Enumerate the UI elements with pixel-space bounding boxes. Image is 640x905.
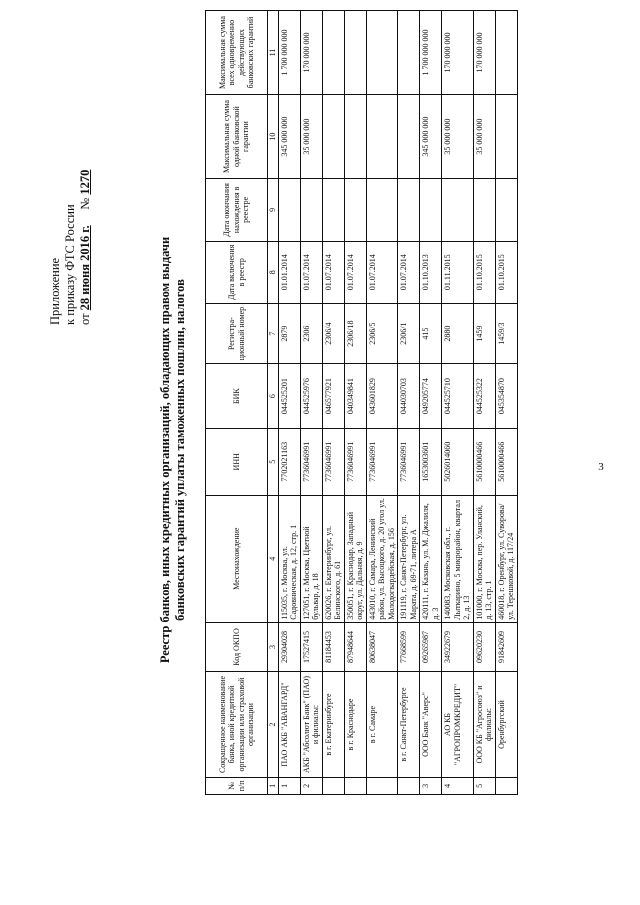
date-ended bbox=[420, 179, 442, 241]
max-single-guarantee bbox=[366, 95, 398, 179]
table-row bbox=[473, 11, 495, 795]
max-single-guarantee: 35 000 000 bbox=[473, 95, 495, 179]
date-included: 01.10.2015 bbox=[495, 241, 517, 303]
row-number bbox=[398, 777, 420, 794]
max-single-guarantee: 345 000 000 bbox=[420, 95, 442, 179]
reg-number: 2306/5 bbox=[366, 303, 398, 363]
date-ended bbox=[278, 179, 300, 241]
okpo-code: 34922679 bbox=[442, 622, 474, 672]
okpo-code: 17527415 bbox=[300, 622, 322, 672]
column-header: ИНН bbox=[206, 428, 268, 495]
reg-number: 2880 bbox=[442, 303, 474, 363]
date-included: 01.07.2014 bbox=[344, 241, 366, 303]
okpo-code: 29304028 bbox=[278, 622, 300, 672]
inn: 1653003601 bbox=[420, 428, 442, 495]
table-row bbox=[300, 11, 322, 795]
inn: 5610000466 bbox=[473, 428, 495, 495]
max-single-guarantee bbox=[495, 95, 517, 179]
max-total-guarantees: 1 700 000 000 bbox=[420, 11, 442, 95]
row-number bbox=[495, 777, 517, 794]
bik: 044525976 bbox=[300, 364, 322, 429]
address: 127051, г. Москва, Цветной бульвар, д. 18 bbox=[300, 495, 322, 622]
date-included: 01.07.2014 bbox=[398, 241, 420, 303]
okpo-code: 09620230 bbox=[473, 622, 495, 672]
inn: 7736046991 bbox=[322, 428, 344, 495]
page-number: 3 bbox=[598, 461, 604, 473]
column-number: 9 bbox=[268, 179, 279, 241]
bank-name: ПАО АКБ "АВАНГАРД" bbox=[278, 672, 300, 778]
document-title bbox=[158, 145, 188, 755]
column-header: Код ОКПО bbox=[206, 622, 268, 672]
max-total-guarantees bbox=[344, 11, 366, 95]
reg-number: 2306/4 bbox=[322, 303, 344, 363]
reg-number: 2306/18 bbox=[344, 303, 366, 363]
okpo-code: 77668599 bbox=[398, 622, 420, 672]
appendix-line-3 bbox=[78, 170, 93, 325]
max-single-guarantee bbox=[322, 95, 344, 179]
column-header: Максимальная сумма одной банковской гарантии bbox=[206, 95, 268, 179]
bank-name: ООО КБ "Агросоюз" и филиалы: bbox=[473, 672, 495, 778]
date-ended bbox=[442, 179, 474, 241]
column-number: 11 bbox=[268, 11, 279, 95]
max-total-guarantees bbox=[495, 11, 517, 95]
order-number-label: № bbox=[78, 197, 92, 210]
max-single-guarantee bbox=[398, 95, 420, 179]
bik: 043601829 bbox=[366, 364, 398, 429]
table-row bbox=[322, 11, 344, 795]
address: 420111, г. Казань, ул. М. Джалиля, д. 3 bbox=[420, 495, 442, 622]
max-total-guarantees: 170 000 000 bbox=[300, 11, 322, 95]
inn: 5026014060 bbox=[442, 428, 474, 495]
table-row bbox=[420, 11, 442, 795]
okpo-code: 87948644 bbox=[344, 622, 366, 672]
bank-name: в г. Санкт-Петербурге bbox=[398, 672, 420, 778]
bank-name: Оренбургский bbox=[495, 672, 517, 778]
column-number: 1 bbox=[268, 777, 279, 794]
date-ended bbox=[322, 179, 344, 241]
date-included: 01.07.2014 bbox=[300, 241, 322, 303]
order-date: 28 июня 2016 г. bbox=[78, 225, 92, 311]
address: 443010, г. Самара, Ленинский район, ул. Высоцкого, д. 20 угол ул. Молодогвардейская, д. 156 bbox=[366, 495, 398, 622]
column-header: Дата окончания нахождения в реестре bbox=[206, 179, 268, 241]
table-row bbox=[398, 11, 420, 795]
column-header: Сокращенное наименование банка, иной кредитной организации или страховой организации bbox=[206, 672, 268, 778]
bank-name: в г. Екатеринбурге bbox=[322, 672, 344, 778]
date-ended bbox=[398, 179, 420, 241]
table-row bbox=[344, 11, 366, 795]
row-number: 3 bbox=[420, 777, 442, 794]
address: 115035, г. Москва, ул. Садовническая, д. 12, стр. 1 bbox=[278, 495, 300, 622]
bik: 045354870 bbox=[495, 364, 517, 429]
bik: 044525710 bbox=[442, 364, 474, 429]
reg-number: 1459/3 bbox=[495, 303, 517, 363]
table-row bbox=[278, 11, 300, 795]
column-header: Местонахождение bbox=[206, 495, 268, 622]
address: 460018, г. Оренбург, ул. Суворова/ ул. Терешковой, д. 117/24 bbox=[495, 495, 517, 622]
title-line-1: Реестр банков, иных кредитных организаций, обладающих правом выдачи bbox=[158, 236, 172, 664]
bik: 049205774 bbox=[420, 364, 442, 429]
appendix-line-1: Приложение bbox=[48, 257, 62, 325]
column-header: № п/п bbox=[206, 777, 268, 794]
date-ended bbox=[495, 179, 517, 241]
column-number: 2 bbox=[268, 672, 279, 778]
reg-number: 2306 bbox=[300, 303, 322, 363]
column-number: 3 bbox=[268, 622, 279, 672]
date-included: 01.10.2015 bbox=[473, 241, 495, 303]
row-number: 1 bbox=[278, 777, 300, 794]
inn: 7736046991 bbox=[366, 428, 398, 495]
reg-number: 2306/1 bbox=[398, 303, 420, 363]
date-ended bbox=[300, 179, 322, 241]
bank-name: ООО Банк "Аверс" bbox=[420, 672, 442, 778]
row-number: 2 bbox=[300, 777, 322, 794]
address: 350051, г. Краснодар, Западный округ, ул. Дальняя, д. 9 bbox=[344, 495, 366, 622]
max-single-guarantee: 35 000 000 bbox=[300, 95, 322, 179]
row-number: 4 bbox=[442, 777, 474, 794]
table-row bbox=[442, 11, 474, 795]
column-number: 5 bbox=[268, 428, 279, 495]
bik: 046577921 bbox=[322, 364, 344, 429]
title-line-2: банковских гарантий уплаты таможенных пошлин, налогов bbox=[173, 279, 187, 621]
table-row bbox=[495, 11, 517, 795]
row-number bbox=[322, 777, 344, 794]
date-ended bbox=[366, 179, 398, 241]
max-total-guarantees: 1 700 000 000 bbox=[278, 11, 300, 95]
max-single-guarantee: 345 000 000 bbox=[278, 95, 300, 179]
table-row bbox=[366, 11, 398, 795]
reg-number: 2879 bbox=[278, 303, 300, 363]
max-total-guarantees: 170 000 000 bbox=[442, 11, 474, 95]
address: 140083, Московская обл., г. Лыткарино, 5 микрорайон, квартал 2, д. 13 bbox=[442, 495, 474, 622]
date-included: 01.07.2014 bbox=[322, 241, 344, 303]
column-number: 4 bbox=[268, 495, 279, 622]
bank-name: в г. Краснодаре bbox=[344, 672, 366, 778]
column-header: Регистра-ционный номер bbox=[206, 303, 268, 363]
column-number: 6 bbox=[268, 364, 279, 429]
date-included: 01.10.2013 bbox=[420, 241, 442, 303]
table-body bbox=[278, 11, 517, 795]
okpo-code: 80638047 bbox=[366, 622, 398, 672]
row-number bbox=[366, 777, 398, 794]
max-single-guarantee: 35 000 000 bbox=[442, 95, 474, 179]
table-header-row bbox=[206, 11, 268, 795]
max-total-guarantees: 170 000 000 bbox=[473, 11, 495, 95]
bank-name: АО КБ "АГРОПРОМКРЕДИТ" bbox=[442, 672, 474, 778]
date-included: 01.01.2014 bbox=[278, 241, 300, 303]
inn: 7702021163 bbox=[278, 428, 300, 495]
column-number-row bbox=[268, 11, 279, 795]
column-header: Дата включения в реестр bbox=[206, 241, 268, 303]
reg-number: 1459 bbox=[473, 303, 495, 363]
row-number: 5 bbox=[473, 777, 495, 794]
okpo-code: 81184453 bbox=[322, 622, 344, 672]
column-number: 10 bbox=[268, 95, 279, 179]
bank-name: АКБ "Абсолют Банк" (ПАО) и филиалы: bbox=[300, 672, 322, 778]
max-single-guarantee bbox=[344, 95, 366, 179]
max-total-guarantees bbox=[366, 11, 398, 95]
column-header: Максимальная сумма всех одновременно действующих банковских гарантий bbox=[206, 11, 268, 95]
address: 101000, г. Москва, пер. Уланский, д. 13, стр. 1 bbox=[473, 495, 495, 622]
max-total-guarantees bbox=[322, 11, 344, 95]
inn: 7736046991 bbox=[300, 428, 322, 495]
okpo-code: 91842609 bbox=[495, 622, 517, 672]
bik: 044525201 bbox=[278, 364, 300, 429]
date-included: 01.11.2015 bbox=[442, 241, 474, 303]
bik: 044525322 bbox=[473, 364, 495, 429]
date-ended bbox=[344, 179, 366, 241]
date-ended bbox=[473, 179, 495, 241]
address: 620026, г. Екатеринбург, ул. Белинского, д. 61 bbox=[322, 495, 344, 622]
inn: 7736046991 bbox=[344, 428, 366, 495]
max-total-guarantees bbox=[398, 11, 420, 95]
date-included: 01.07.2014 bbox=[366, 241, 398, 303]
address: 191119, г. Санкт-Петербург, ул. Марата, д. 69-71, литера А bbox=[398, 495, 420, 622]
reg-number: 415 bbox=[420, 303, 442, 363]
inn: 7736046991 bbox=[398, 428, 420, 495]
column-header: БИК bbox=[206, 364, 268, 429]
inn: 5610000466 bbox=[495, 428, 517, 495]
registry-table bbox=[205, 10, 518, 795]
column-number: 7 bbox=[268, 303, 279, 363]
row-number bbox=[344, 777, 366, 794]
bank-name: в г. Самаре bbox=[366, 672, 398, 778]
bik: 044030703 bbox=[398, 364, 420, 429]
order-number: 1270 bbox=[78, 169, 92, 195]
okpo-code: 09265987 bbox=[420, 622, 442, 672]
appendix-block bbox=[48, 170, 93, 325]
appendix-line-2: к приказу ФТС России bbox=[63, 204, 77, 325]
appendix-from: от bbox=[78, 313, 92, 325]
column-number: 8 bbox=[268, 241, 279, 303]
bik: 040349841 bbox=[344, 364, 366, 429]
